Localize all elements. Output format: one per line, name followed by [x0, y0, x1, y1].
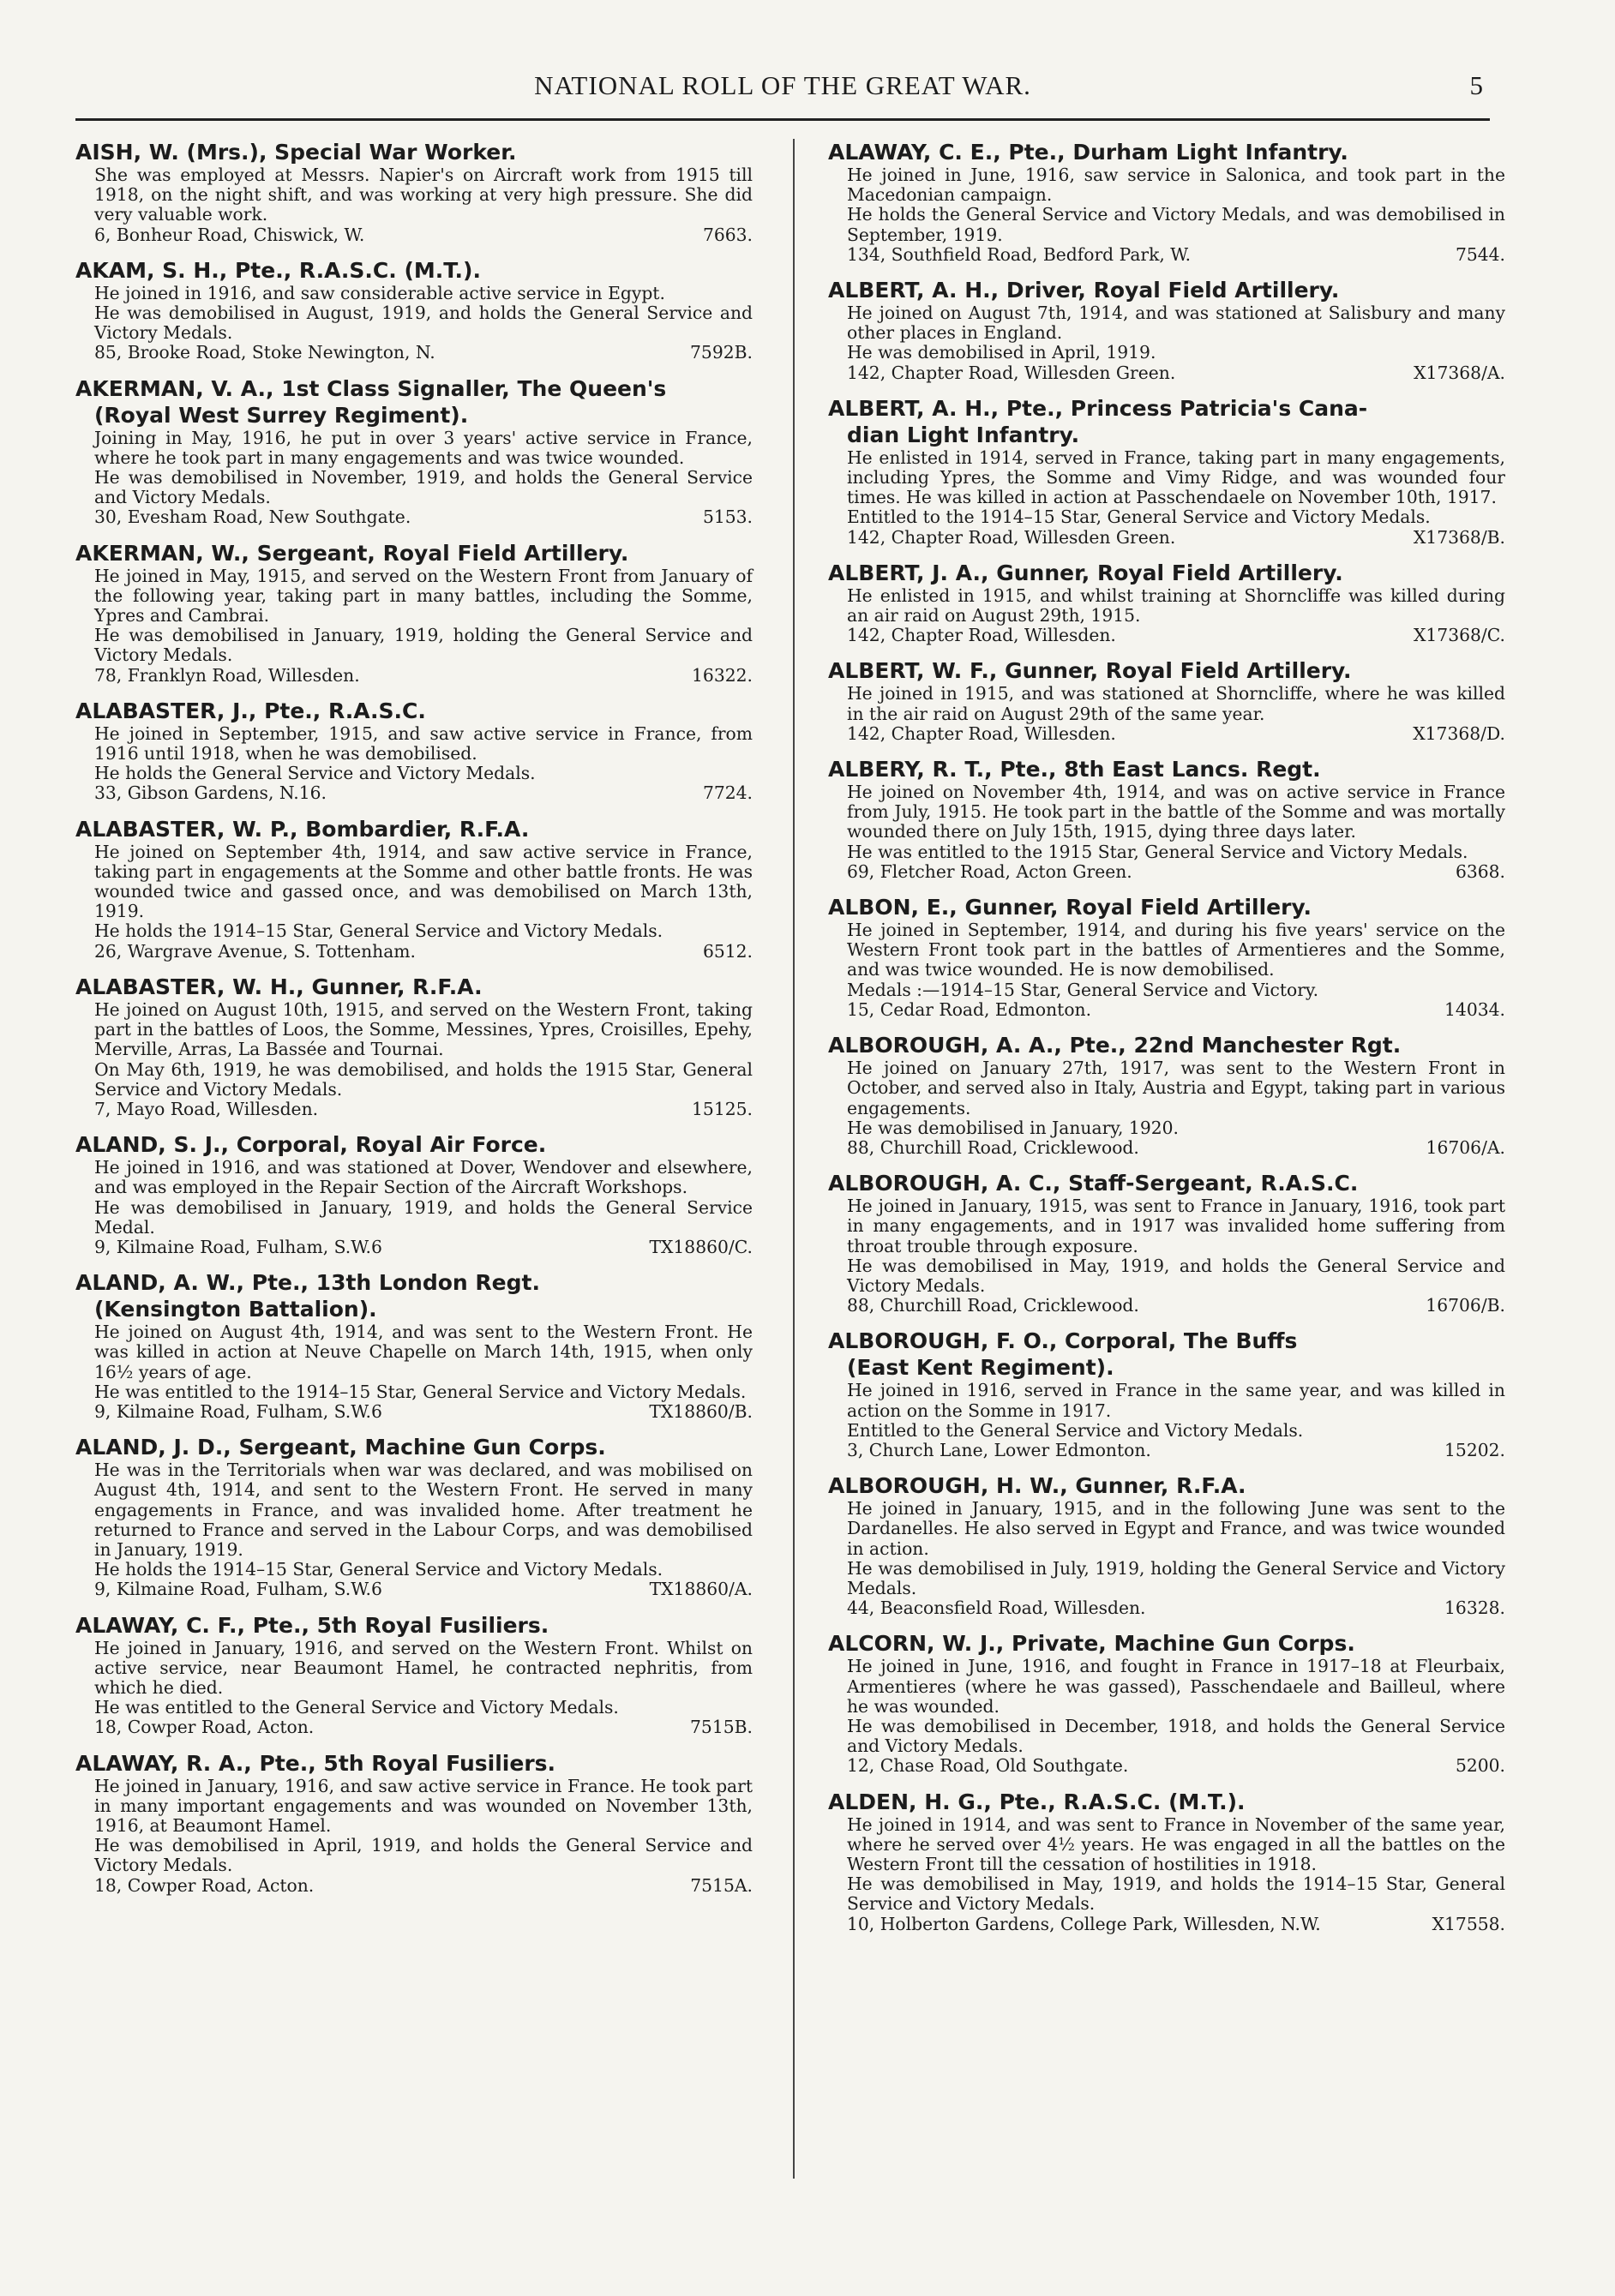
entry-address: 44, Beaconsfield Road, Willesden.	[847, 1598, 1146, 1619]
roll-entry	[828, 894, 1505, 1020]
entry-name-text: ALBERY, R. T., Pte., 8th East Lancs. Regt.	[828, 757, 1321, 782]
entry-name-text: AKERMAN, V. A., 1st Class Signaller, The Queen's	[75, 375, 667, 401]
entry-name-text: ALABASTER, J., Pte., R.A.S.C.	[75, 698, 426, 723]
entry-address-line	[847, 1000, 1505, 1020]
roll-entry	[75, 974, 753, 1119]
entry-name-text: AISH, W. (Mrs.), Special War Worker.	[75, 140, 517, 165]
entry-paragraph: He holds the 1914–15 Star, General Service and Victory Medals.	[94, 1559, 663, 1580]
page-title: NATIONAL ROLL OF THE GREAT WAR.	[534, 70, 1031, 100]
entry-paragraph: He joined in June, 1916, saw service in Salonica, and took part in the Macedonian campaign.	[847, 165, 1505, 206]
entry-reference-number: 16706/A.	[1426, 1136, 1505, 1158]
entry-name	[75, 257, 753, 284]
entry-body	[75, 724, 753, 804]
entry-name-text: ALAND, A. W., Pte., 13th London Regt.	[75, 1270, 540, 1296]
entry-address: 9, Kilmaine Road, Fulham, S.W.6	[94, 1400, 382, 1422]
entry-body	[75, 1777, 753, 1896]
entry-paragraph: He was demobilised in December, 1918, and holds the General Service and Victory Medals.	[847, 1715, 1505, 1757]
entry-address-line	[847, 1296, 1505, 1316]
entry-body	[828, 1381, 1505, 1460]
roll-entry	[828, 1630, 1505, 1776]
entry-reference-number: 16706/B.	[1426, 1295, 1505, 1316]
entry-reference-number: 7592B.	[690, 342, 753, 363]
entry-address: 15, Cedar Road, Edmonton.	[847, 998, 1092, 1020]
entry-reference-number: 5200.	[1455, 1755, 1505, 1777]
entry-body	[828, 1815, 1505, 1934]
roll-entry	[828, 657, 1505, 744]
entry-name-text: ALABASTER, W. P., Bombardier, R.F.A.	[75, 816, 530, 842]
entry-name-text: ALBERT, A. H., Driver, Royal Field Artillery.	[828, 278, 1340, 303]
entry-address-line	[94, 1238, 753, 1257]
entry-paragraph: He joined in 1915, and was stationed at Shorncliffe, where he was killed in the air raid on August 29th of the same year.	[847, 683, 1505, 724]
entry-body	[828, 1196, 1505, 1316]
page-header	[75, 60, 1490, 121]
entry-paragraph: He joined on January 27th, 1917, was sent to the Western Front in October, and served also in Italy, Austria and Egypt, taking part in various engagements.	[847, 1058, 1505, 1118]
entry-paragraph: Entitled to the General Service and Victory Medals.	[847, 1419, 1304, 1441]
entry-reference-number: 16322.	[692, 664, 753, 686]
entry-paragraph: He was demobilised in January, 1920.	[847, 1117, 1179, 1138]
entry-reference-number: 15202.	[1444, 1439, 1505, 1460]
entry-name	[828, 139, 1505, 165]
entry-name	[828, 560, 1505, 586]
entry-paragraph: He holds the General Service and Victory Medals, and was demobilised in September, 1919.	[847, 204, 1505, 245]
entry-name-continuation: (Kensington Battalion).	[94, 1297, 377, 1322]
entry-address-line	[94, 507, 753, 527]
entry-reference-number: 7515B.	[690, 1717, 753, 1738]
roll-entry	[75, 698, 753, 804]
entry-name-continuation: (East Kent Regiment).	[847, 1355, 1114, 1381]
roll-entry	[75, 1131, 753, 1257]
entry-address: 142, Chapter Road, Willesden Green.	[847, 362, 1176, 383]
entry-name-text: ALBOROUGH, F. O., Corporal, The Buffs	[828, 1328, 1298, 1354]
entry-address: 69, Fletcher Road, Acton Green.	[847, 860, 1132, 882]
roll-entry	[828, 277, 1505, 383]
entry-paragraph: He joined in September, 1914, and during his five years' service on the Western Front took part in the battles of Armentieres and the Somme, and was twice wounded. He is now demobilised.	[847, 920, 1505, 980]
roll-entry	[828, 395, 1505, 548]
roll-entry	[828, 1170, 1505, 1316]
entry-body	[75, 1460, 753, 1599]
entry-name-text: ALBERT, W. F., Gunner, Royal Field Artillery.	[828, 658, 1352, 684]
entry-address: 142, Chapter Road, Willesden Green.	[847, 526, 1176, 548]
entry-name-text: ALBON, E., Gunner, Royal Field Artillery.	[828, 895, 1312, 920]
entry-name	[75, 1269, 753, 1322]
roll-entry	[828, 1032, 1505, 1158]
entry-paragraph: He was demobilised in April, 1919, and holds the General Service and Victory Medals.	[94, 1835, 753, 1876]
entry-address: 10, Holberton Gardens, College Park, Willesden, N.W.	[847, 1913, 1321, 1934]
entry-paragraph: Entitled to the 1914–15 Star, General Service and Victory Medals.	[847, 507, 1431, 528]
roll-entry	[828, 1789, 1505, 1934]
entry-reference-number: TX18860/A.	[649, 1579, 753, 1600]
entry-name	[828, 1472, 1505, 1499]
entry-body	[75, 1639, 753, 1738]
entry-address-line	[94, 942, 753, 962]
entry-address-line	[94, 343, 753, 363]
entry-name-text: ALBERT, A. H., Pte., Princess Patricia's Cana-	[828, 395, 1368, 421]
entry-paragraph: He was entitled to the 1914–15 Star, General Service and Victory Medals.	[94, 1381, 747, 1402]
entry-name-text: ALAWAY, C. E., Pte., Durham Light Infantry.	[828, 140, 1348, 165]
entry-name-text: ALBERT, J. A., Gunner, Royal Field Artillery.	[828, 560, 1343, 585]
roll-entry	[828, 1472, 1505, 1618]
entry-address: 134, Southfield Road, Bedford Park, W.	[847, 243, 1192, 265]
entry-name	[828, 657, 1505, 684]
entry-paragraph: He joined in 1914, and was sent to France in November of the same year, where he served over 4½ years. He was engaged in all the battles on the Western Front till the cessation of hostilities in 1918.	[847, 1813, 1505, 1874]
entry-body	[828, 586, 1505, 646]
entry-address: 30, Evesham Road, New Southgate.	[94, 507, 411, 528]
entry-name	[75, 540, 753, 567]
entry-name-text: ALCORN, W. J., Private, Machine Gun Corps.	[828, 1631, 1355, 1657]
entry-address-line	[847, 862, 1505, 882]
entry-name	[828, 277, 1505, 303]
entry-reference-number: 6512.	[702, 940, 753, 962]
entry-reference-number: X17368/A.	[1414, 362, 1505, 383]
roll-entry	[828, 560, 1505, 646]
entry-address-line	[94, 225, 753, 245]
column-divider	[793, 139, 795, 2179]
entry-paragraph: He was demobilised in May, 1919, and holds the General Service and Victory Medals.	[847, 1255, 1505, 1296]
entry-name	[75, 1131, 753, 1158]
entry-body	[75, 1158, 753, 1257]
roll-entry	[75, 1269, 753, 1422]
entry-paragraph: He was demobilised in January, 1919, and holds the General Service Medal.	[94, 1196, 753, 1238]
entry-paragraph: He holds the 1914–15 Star, General Service and Victory Medals.	[94, 920, 663, 942]
entry-name	[75, 1612, 753, 1639]
entry-paragraph: He joined in January, 1915, was sent to France in January, 1916, took part in many engagements, and in 1917 was invalided home suffering from throat trouble through exposure.	[847, 1196, 1505, 1256]
entry-address: 18, Cowper Road, Acton.	[94, 1717, 315, 1738]
entry-paragraph: He was in the Territorials when war was declared, and was mobilised on August 4th, 1914, and sent to the Western Front. He served in many engagements in France, and was invalided home. After treatment he returned to France and served in the Labour Corps, and was demobilised in January, 1919.	[94, 1460, 753, 1560]
entry-reference-number: X17368/C.	[1413, 625, 1505, 646]
entry-name-text: ALBOROUGH, A. C., Staff-Sergeant, R.A.S.C.	[828, 1171, 1359, 1196]
entry-address: 142, Chapter Road, Willesden.	[847, 722, 1116, 744]
entry-reference-number: 14034.	[1444, 998, 1505, 1020]
roll-entry	[828, 139, 1505, 265]
entry-body	[828, 165, 1505, 265]
entry-name-text: ALABASTER, W. H., Gunner, R.F.A.	[75, 974, 483, 999]
entry-name-text: ALAWAY, R. A., Pte., 5th Royal Fusiliers.	[75, 1750, 556, 1776]
entry-address: 88, Churchill Road, Cricklewood.	[847, 1136, 1139, 1158]
entry-name-text: ALAWAY, C. F., Pte., 5th Royal Fusiliers.	[75, 1612, 549, 1638]
entry-address-line	[847, 245, 1505, 265]
entry-paragraph: He holds the General Service and Victory Medals.	[94, 763, 536, 784]
entry-address: 3, Church Lane, Lower Edmonton.	[847, 1439, 1151, 1460]
entry-reference-number: X17368/B.	[1413, 526, 1505, 548]
entry-address-line	[94, 783, 753, 803]
entry-paragraph: He was demobilised in July, 1919, holding the General Service and Victory Medals.	[847, 1557, 1505, 1598]
roll-entry	[828, 1328, 1505, 1460]
entry-address-line	[847, 528, 1505, 548]
entry-name	[828, 1328, 1505, 1381]
entry-name	[828, 395, 1505, 448]
entry-address-line	[847, 626, 1505, 645]
entry-name	[828, 1032, 1505, 1058]
entry-address: 18, Cowper Road, Acton.	[94, 1874, 315, 1896]
entry-address-line	[847, 724, 1505, 744]
entry-name	[75, 139, 753, 165]
entry-body	[75, 429, 753, 528]
roll-entry	[828, 756, 1505, 882]
entry-body	[75, 165, 753, 245]
entry-name-text: AKERMAN, W., Sergeant, Royal Field Artillery.	[75, 540, 629, 566]
entry-body	[828, 782, 1505, 882]
right-column	[828, 139, 1505, 1946]
entry-body	[828, 920, 1505, 1020]
entry-paragraph: He was entitled to the General Service and Victory Medals.	[94, 1697, 619, 1718]
entry-address-line	[847, 1598, 1505, 1618]
page-number: 5	[1469, 70, 1483, 100]
entry-body	[75, 1000, 753, 1119]
entry-paragraph: He was demobilised in April, 1919.	[847, 342, 1156, 363]
entry-body	[828, 684, 1505, 744]
entry-paragraph: He joined on August 10th, 1915, and served on the Western Front, taking part in the battles of Loos, the Somme, Messines, Ypres, Croisilles, Epehy, Merville, Arras, La Bassée and Tournai.	[94, 998, 753, 1060]
entry-address: 7, Mayo Road, Willesden.	[94, 1098, 319, 1119]
entry-reference-number: 7663.	[702, 224, 753, 245]
entry-paragraph: He joined in June, 1916, and fought in France in 1917–18 at Fleurbaix, Armentieres (where he was gassed), Passchendaele and Bailleul, where he was wounded.	[847, 1656, 1505, 1717]
entry-body	[75, 842, 753, 962]
roll-entry	[75, 1750, 753, 1896]
entry-reference-number: 6368.	[1455, 860, 1505, 882]
entry-address: 9, Kilmaine Road, Fulham, S.W.6	[94, 1236, 382, 1257]
entry-name	[75, 816, 753, 842]
entry-paragraph: He joined in September, 1915, and saw active service in France, from 1916 until 1918, when he was demobilised.	[94, 722, 753, 764]
entry-name	[828, 1789, 1505, 1815]
entry-reference-number: 7544.	[1455, 243, 1505, 265]
roll-entry	[75, 1434, 753, 1599]
roll-entry	[75, 257, 753, 363]
entry-reference-number: X17368/D.	[1413, 722, 1505, 744]
entry-paragraph: Joining in May, 1916, he put in over 3 years' active service in France, where he took part in many engagements and was twice wounded.	[94, 427, 753, 468]
entry-reference-number: 7515A.	[690, 1874, 753, 1896]
entry-address-line	[94, 1718, 753, 1737]
entry-name	[828, 1170, 1505, 1196]
entry-paragraph: He was demobilised in January, 1919, holding the General Service and Victory Medals.	[94, 625, 753, 666]
entry-address: 26, Wargrave Avenue, S. Tottenham.	[94, 940, 416, 962]
entry-name	[75, 974, 753, 1000]
entry-address: 9, Kilmaine Road, Fulham, S.W.6	[94, 1579, 382, 1600]
entry-address: 12, Chase Road, Old Southgate.	[847, 1755, 1129, 1777]
entry-address: 88, Churchill Road, Cricklewood.	[847, 1295, 1139, 1316]
entry-paragraph: He was demobilised in August, 1919, and holds the General Service and Victory Medals.	[94, 303, 753, 344]
entry-address-line	[94, 1100, 753, 1119]
entry-name	[75, 1750, 753, 1777]
entry-paragraph: On May 6th, 1919, he was demobilised, and holds the 1915 Star, General Service and Victory Medals.	[94, 1058, 753, 1100]
entry-name-text: ALAND, J. D., Sergeant, Machine Gun Corps.	[75, 1435, 606, 1460]
entry-address-line	[94, 1402, 753, 1422]
roll-entry	[75, 540, 753, 686]
entry-reference-number: 16328.	[1444, 1598, 1505, 1619]
entry-name-text: ALAND, S. J., Corporal, Royal Air Force.	[75, 1132, 547, 1158]
entry-paragraph: He joined in 1916, and was stationed at Dover, Wendover and elsewhere, and was employed in the Repair Section of the Aircraft Workshops.	[94, 1157, 753, 1198]
entry-paragraph: He was demobilised in May, 1919, and holds the 1914–15 Star, General Service and Victory Medals.	[847, 1873, 1505, 1915]
entry-address-line	[94, 1876, 753, 1896]
entry-reference-number: X17558.	[1432, 1913, 1505, 1934]
entry-paragraph: He joined in January, 1915, and in the following June was sent to the Dardanelles. He also served in Egypt and France, and was twice wounded in action.	[847, 1498, 1505, 1559]
entry-paragraph: He joined in May, 1915, and served on the Western Front from January of the following year, taking part in many battles, including the Somme, Ypres and Cambrai.	[94, 565, 753, 626]
entry-paragraph: He joined in 1916, and saw considerable active service in Egypt.	[94, 282, 665, 303]
entry-address: 142, Chapter Road, Willesden.	[847, 625, 1116, 646]
entry-paragraph: She was employed at Messrs. Napier's on Aircraft work from 1915 till 1918, on the night shift, and was working at very high pressure. She did very valuable work.	[94, 165, 753, 225]
roll-entry	[75, 375, 753, 528]
entry-name	[828, 894, 1505, 920]
entry-body	[828, 303, 1505, 383]
entry-address-line	[847, 1756, 1505, 1776]
entry-paragraph: He joined in 1916, served in France in the same year, and was killed in action on the Somme in 1917.	[847, 1380, 1505, 1421]
entry-address: 78, Franklyn Road, Willesden.	[94, 664, 360, 686]
roll-entry	[75, 816, 753, 962]
entry-body	[75, 284, 753, 363]
entry-paragraph: He joined on September 4th, 1914, and saw active service in France, taking part in engagements at the Somme and other battle fronts. He was wounded twice and gassed once, and was demobilised on March 13th, 1919.	[94, 841, 753, 922]
entry-reference-number: 15125.	[692, 1098, 753, 1119]
entry-address-line	[847, 363, 1505, 383]
entry-address-line	[94, 666, 753, 686]
roll-entry	[75, 1612, 753, 1738]
roll-entry	[75, 139, 753, 245]
entry-address-line	[847, 1138, 1505, 1158]
entry-name-continuation: (Royal West Surrey Regiment).	[94, 402, 469, 428]
entry-paragraph: Medals :—1914–15 Star, General Service and Victory.	[847, 979, 1319, 1000]
entry-address-line	[847, 1915, 1505, 1934]
entry-reference-number: TX18860/B.	[649, 1400, 753, 1422]
entry-name-text: ALDEN, H. G., Pte., R.A.S.C. (M.T.).	[828, 1789, 1246, 1814]
entry-name	[75, 698, 753, 724]
entry-name-text: AKAM, S. H., Pte., R.A.S.C. (M.T.).	[75, 257, 481, 283]
entry-reference-number: 7724.	[702, 782, 753, 804]
entry-address: 33, Gibson Gardens, N.16.	[94, 782, 327, 804]
entry-name	[828, 1630, 1505, 1657]
entry-paragraph: He was entitled to the 1915 Star, General Service and Victory Medals.	[847, 841, 1468, 862]
entry-name	[828, 756, 1505, 782]
entry-address: 85, Brooke Road, Stoke Newington, N.	[94, 342, 435, 363]
entry-name-text: ALBOROUGH, A. A., Pte., 22nd Manchester Rgt.	[828, 1033, 1402, 1058]
entry-name-text: ALBOROUGH, H. W., Gunner, R.F.A.	[828, 1473, 1246, 1499]
entry-name	[75, 375, 753, 429]
entry-body	[828, 1657, 1505, 1776]
entry-body	[828, 1499, 1505, 1618]
entry-name-continuation: dian Light Infantry.	[847, 422, 1080, 447]
entry-paragraph: He enlisted in 1914, served in France, taking part in many engagements, including Ypres, the Somme and Vimy Ridge, and was wounded four times. He was killed in action at Passchendaele on November 10th, 1917.	[847, 447, 1505, 508]
entry-paragraph: He enlisted in 1915, and whilst training at Shorncliffe was killed during an air raid on August 29th, 1915.	[847, 584, 1505, 626]
entry-paragraph: He joined in January, 1916, and served on the Western Front. Whilst on active service, near Beaumont Hamel, he contracted nephritis, from which he died.	[94, 1637, 753, 1698]
entry-body	[828, 1058, 1505, 1158]
entry-body	[828, 448, 1505, 548]
entry-address-line	[94, 1580, 753, 1599]
entry-paragraph: He joined in January, 1916, and saw active service in France. He took part in many important engagements and was wounded on November 13th, 1916, at Beaumont Hamel.	[94, 1775, 753, 1836]
entry-reference-number: TX18860/C.	[649, 1236, 753, 1257]
entry-paragraph: He joined on August 4th, 1914, and was sent to the Western Front. He was killed in action at Neuve Chapelle on March 14th, 1915, when only 16½ years of age.	[94, 1322, 753, 1382]
entry-name	[75, 1434, 753, 1460]
entry-paragraph: He joined on August 7th, 1914, and was stationed at Salisbury and many other places in England.	[847, 303, 1505, 344]
entry-reference-number: 5153.	[702, 507, 753, 528]
entry-body	[75, 567, 753, 686]
entry-body	[75, 1322, 753, 1422]
left-column	[75, 139, 753, 1908]
entry-address: 6, Bonheur Road, Chiswick, W.	[94, 224, 365, 245]
entry-paragraph: He joined on November 4th, 1914, and was on active service in France from July, 1915. He took part in the battle of the Somme and was mortally wounded there on July 15th, 1915, dying three days later.	[847, 782, 1505, 842]
entry-address-line	[847, 1441, 1505, 1460]
entry-paragraph: He was demobilised in November, 1919, and holds the General Service and Victory Medals.	[94, 467, 753, 508]
